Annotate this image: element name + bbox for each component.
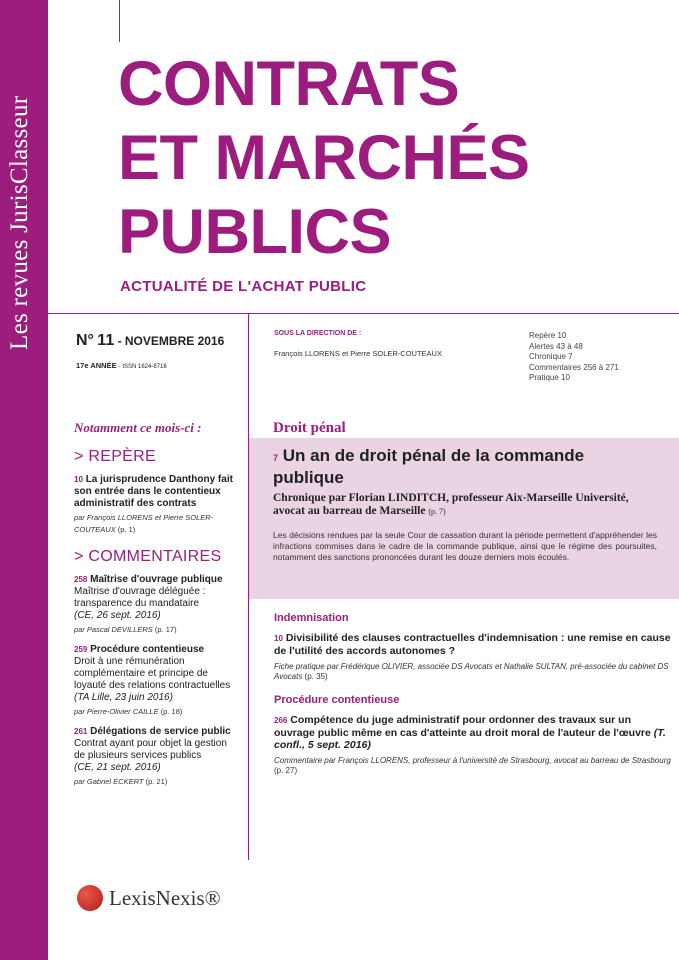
contents-index — [529, 331, 619, 384]
issue-month: - NOVEMBRE 2016 — [117, 334, 225, 348]
byline-text: Chronique par Florian LINDITCH, professeur Aix-Marseille Université, avocat au barreau de Marseille — [273, 492, 629, 517]
item-author — [74, 624, 234, 636]
article-item[interactable] — [274, 632, 674, 682]
issue-no-value: 11 — [97, 332, 115, 349]
page-ref: (p. 21) — [145, 777, 168, 786]
item-number: 7 — [273, 453, 279, 463]
highlights-column — [74, 420, 234, 788]
direction-label: SOUS LA DIRECTION DE : — [274, 330, 362, 337]
item-reference: (CE, 26 sept. 2016) — [74, 610, 161, 621]
item-reference: (CE, 21 sept. 2016) — [74, 762, 161, 773]
section-heading: Procédure contentieuse — [274, 694, 400, 706]
item-author — [274, 756, 674, 776]
feature-headline — [273, 446, 657, 487]
repere-heading: > REPÈRE — [74, 448, 156, 465]
page-ref: (p. 27) — [274, 766, 298, 775]
author-name: Commentaire par François LLORENS, professeur à l'université de Strasbourg, avocat au barreau de Strasbourg — [274, 756, 671, 765]
item-number: 261 — [74, 727, 88, 736]
title-line: ET MARCHÉS — [118, 123, 530, 193]
section-heading: Indemnisation — [274, 612, 349, 624]
item-author — [74, 512, 234, 536]
item-number: 10 — [74, 475, 83, 484]
item-description: Contrat ayant pour objet la gestion de plusieurs services publics — [74, 738, 227, 761]
journal-title — [118, 47, 530, 269]
feature-byline — [273, 492, 657, 518]
editors: François LLORENS et Pierre SOLER-COUTEAUX — [274, 349, 442, 358]
issue-number — [76, 332, 224, 350]
author-name: par Gabriel ECKERT — [74, 777, 144, 786]
item-author — [274, 662, 674, 682]
item-title: Compétence du juge administratif pour ordonner des travaux sur un ouvrage public même en cas d'atteinte au droit moral de l'auteur de l'œuvre — [274, 714, 651, 739]
journal-subtitle: ACTUALITÉ DE L'ACHAT PUBLIC — [120, 278, 367, 295]
page-ref: (p. 1) — [117, 525, 136, 534]
articles-column — [274, 612, 674, 776]
item-number: 10 — [274, 634, 283, 643]
feature-section-label: Droit pénal — [273, 420, 346, 436]
author-name: par Pascal DEVILLERS — [74, 625, 153, 634]
index-item: Repère 10 — [529, 331, 567, 340]
index-item: Chronique 7 — [529, 352, 573, 361]
commentary-item[interactable] — [74, 726, 234, 788]
item-author — [74, 776, 234, 788]
item-reference: (T. confl., 5 sept. 2016) — [274, 727, 666, 751]
item-author — [74, 706, 234, 718]
repere-item[interactable] — [74, 474, 234, 536]
item-number: 259 — [74, 645, 88, 654]
page-ref: (p. 35) — [304, 672, 328, 681]
item-title: La jurisprudence Danthony fait son entrée dans le contentieux administratif des contrats — [74, 474, 233, 509]
item-title: Maîtrise d'ouvrage publique — [90, 574, 223, 585]
index-item: Alertes 43 à 48 — [529, 341, 583, 351]
feature-article[interactable] — [249, 438, 679, 599]
item-number: 258 — [74, 575, 88, 584]
commentaires-heading: > COMMENTAIRES — [74, 548, 222, 565]
item-description: Droit à une rémunération complémentaire et principe de loyauté des relations contractuelles — [74, 656, 231, 691]
top-divider — [119, 0, 120, 42]
title-line: CONTRATS — [118, 49, 460, 119]
item-title: Procédure contentieuse — [90, 644, 205, 655]
issue-no-label: N° — [76, 332, 94, 349]
highlights-heading: Notamment ce mois-ci : — [74, 420, 202, 435]
header-rule — [48, 313, 679, 314]
item-description: Maîtrise d'ouvrage déléguée : transparence du mandataire — [74, 586, 206, 609]
author-name: Fiche pratique par Frédérique OLIVIER, associée DS Avocats et Nathalie SULTAN, pré-associée du cabinet DS Avocats — [274, 662, 669, 681]
page-ref: (p. 18) — [160, 707, 183, 716]
author-name: par Pierre-Olivier CAILLE — [74, 707, 159, 716]
title-line: PUBLICS — [118, 197, 392, 267]
page-ref: (p. 7) — [428, 507, 446, 516]
publisher-name: LexisNexis® — [109, 886, 221, 910]
index-item: Commentaires 256 à 271 — [529, 362, 619, 372]
sidebar-collection-name: Les revues JurisClasseur — [6, 95, 33, 350]
annee-label: 17e ANNÉE — [76, 361, 117, 370]
issn: - ISSN 1624-8716 — [118, 364, 167, 370]
commentary-item[interactable] — [74, 644, 234, 718]
item-title: Délégations de service public — [90, 726, 231, 737]
headline-text: Un an de droit pénal de la commande publique — [273, 446, 585, 487]
index-item: Pratique 10 — [529, 373, 570, 382]
issue-year — [76, 361, 167, 370]
author-name: par François LLORENS et Pierre SOLER-COUTEAUX — [74, 513, 214, 534]
item-title: Divisibilité des clauses contractuelles d'indemnisation : une remise en cause de l'utilité des accords autonomes ? — [274, 632, 671, 657]
lexisnexis-emblem-icon — [77, 885, 103, 911]
feature-abstract: Les décisions rendues par la seule Cour de cassation durant la période permettent d'appréhender les infractions commises dans le cadre de la commande publique, ainsi que le régime des poursuites, notamment des sanctions prononcées durant les douze derniers mois écoulés. — [273, 530, 657, 562]
item-number: 266 — [274, 716, 288, 725]
article-item[interactable] — [274, 714, 674, 776]
commentary-item[interactable] — [74, 574, 234, 636]
page-ref: (p. 17) — [154, 625, 177, 634]
item-reference: (TA Lille, 23 juin 2016) — [74, 692, 173, 703]
